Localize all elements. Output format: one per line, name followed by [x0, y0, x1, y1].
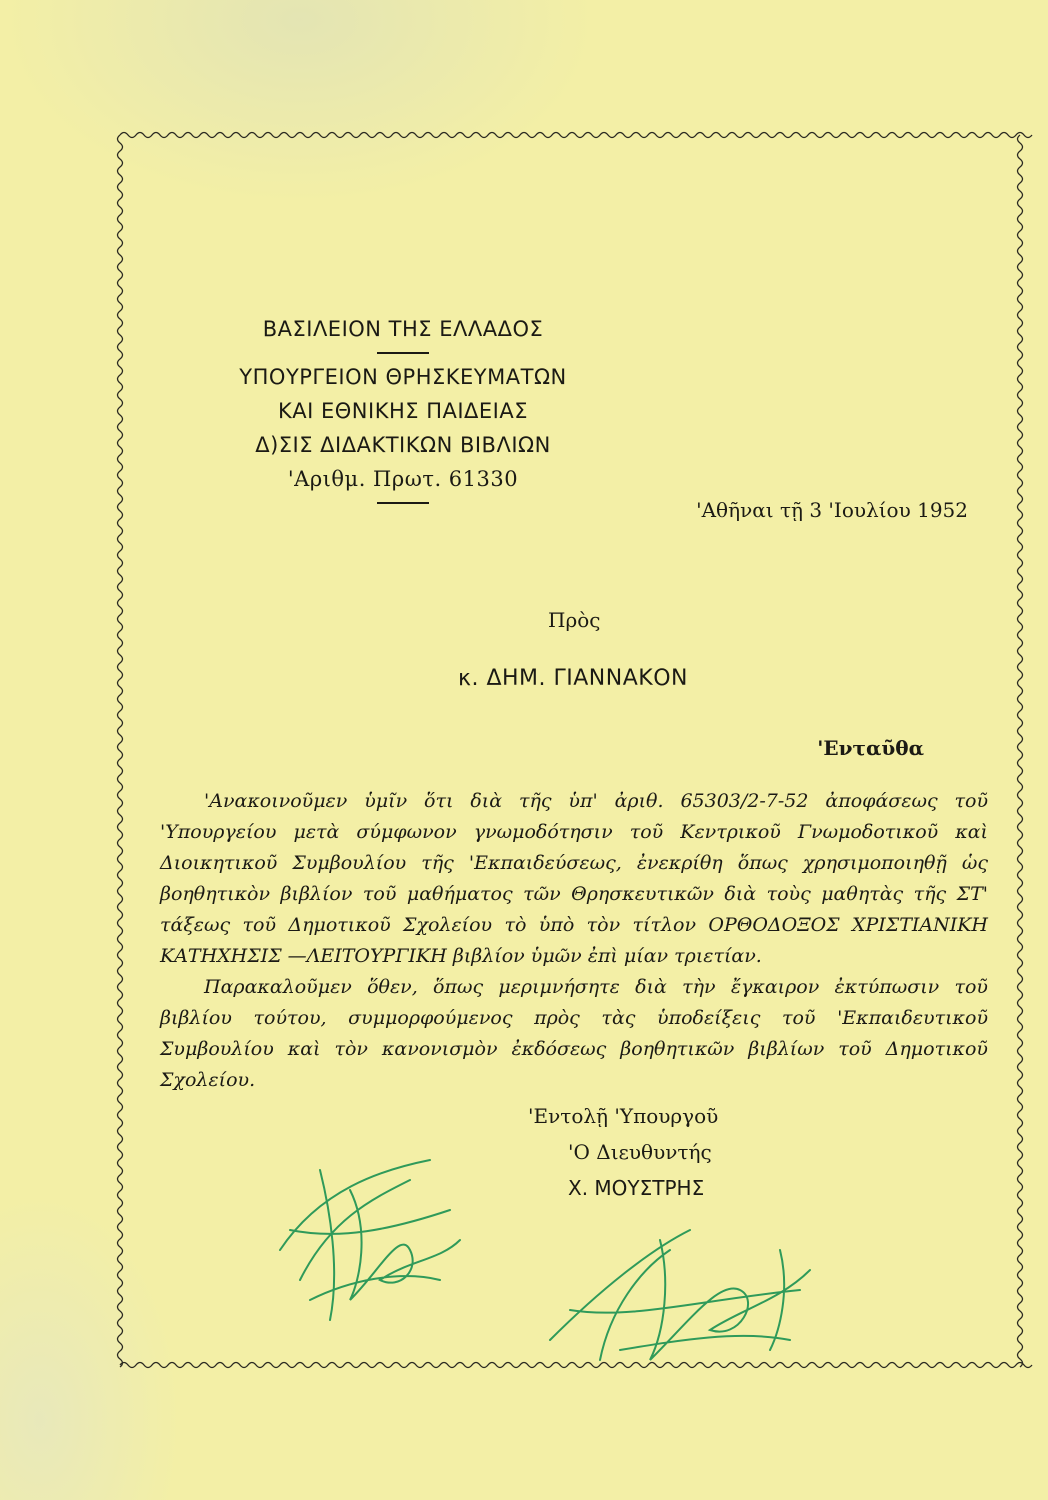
handwritten-signature-right [540, 1210, 830, 1370]
body-paragraph-1: 'Ανακοινοῦμεν ὑμῖν ὅτι διὰ τῆς ὑπ' ἀριθ. 65303/2-7-52 ἀποφάσεως τοῦ 'Υπουργείου μετὰ σύμφωνον γνωμοδότησιν τοῦ Κεντρικοῦ Γνωμοδοτικοῦ καὶ Διοικητικοῦ Συμβουλίου τῆς 'Εκπαιδεύσεως, ἐνεκρίθη ὅπως χρησιμοποιηθῇ ὡς βοηθητικὸν βιβλίον τοῦ μαθήματος τῶν Θρησκευτικῶν διὰ τοὺς μαθητὰς τῆς ΣΤ' τάξεως τοῦ Δημοτικοῦ Σχολείου τὸ ὑπὸ τὸν τίτλον ΟΡΘΟΔΟΞΟΣ ΧΡΙΣΤΙΑΝΙΚΗ ΚΑΤΗΧΗΣΙΣ —ΛΕΙΤΟΥΡΓΙΚΗ βιβλίον ὑμῶν ἐπὶ μίαν τριετίαν. [160, 790, 988, 967]
closing-order: 'Εντολῇ 'Υπουργοῦ [528, 1104, 719, 1128]
closing-block [528, 1098, 718, 1206]
letter-date: 'Αθῆναι τῇ 3 'Ιουλίου 1952 [696, 498, 968, 522]
ministry-line-1: ΥΠΟΥΡΓΕΙΟΝ ΘΡΗΣΚΕΥΜΑΤΩΝ [239, 365, 567, 389]
body-paragraph-2: Παρακαλοῦμεν ὅθεν, ὅπως μεριμνήσητε διὰ τὴν ἔγκαιρον ἐκτύπωσιν τοῦ βιβλίου τούτου, συμμορφούμενος πρὸς τὰς ὑποδείξεις τοῦ 'Εκπαιδευτικοῦ Συμβουλίου καὶ τὸν κανονισμὸν ἐκδόσεως βοηθητικῶν βιβλίων τοῦ Δημοτικοῦ Σχολείου. [160, 976, 988, 1091]
border-left [118, 135, 123, 1367]
department-line: Δ)ΣΙΣ ΔΙΔΑΚΤΙΚΩΝ ΒΙΒΛΙΩΝ [255, 433, 551, 457]
letter-body [160, 786, 988, 1096]
recipient-name: κ. ΔΗΜ. ΓΙΑΝΝΑΚΟΝ [458, 666, 688, 691]
letterhead [208, 312, 598, 510]
recipient-to: Πρὸς [548, 608, 601, 632]
border-right [1018, 135, 1023, 1367]
border-top [120, 133, 1032, 138]
signatory-name: Χ. ΜΟΥΣΤΡΗΣ [568, 1176, 705, 1200]
letterhead-rule [377, 352, 429, 354]
handwritten-signature-left [260, 1130, 480, 1330]
protocol-number: 'Αριθμ. Πρωτ. 61330 [287, 467, 519, 491]
closing-title: 'Ο Διευθυντής [568, 1140, 712, 1164]
protocol-rule [377, 502, 429, 504]
kingdom-line: ΒΑΣΙΛΕΙΟΝ ΤΗΣ ΕΛΛΑΔΟΣ [262, 317, 544, 341]
ministry-line-2: ΚΑΙ ΕΘΝΙΚΗΣ ΠΑΙΔΕΙΑΣ [277, 399, 529, 423]
recipient-location: 'Ενταῦθα [817, 736, 924, 760]
